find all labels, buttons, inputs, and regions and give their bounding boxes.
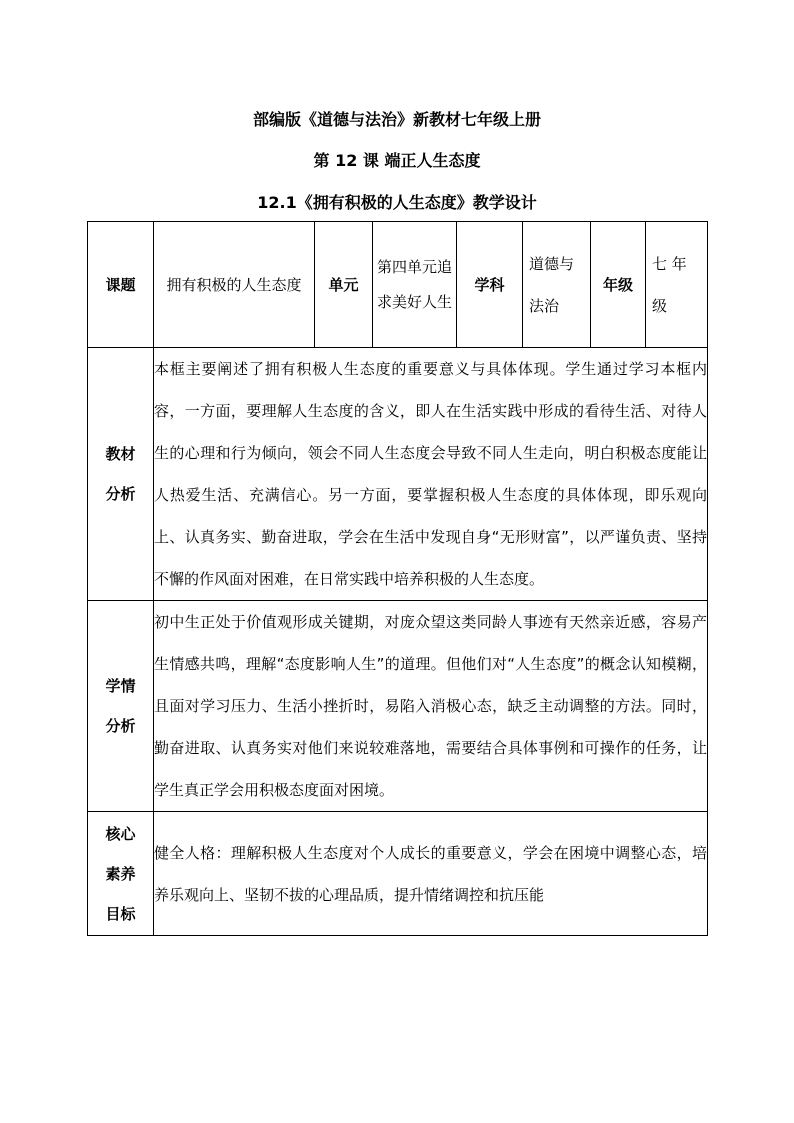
section-label-text: 核心素养目标 [105,824,136,923]
section-label [88,812,154,936]
topic-value-text: 拥有积极的人生态度 [166,275,302,294]
topic-label: 课题 [88,222,154,348]
unit-value [373,222,457,348]
section-body: 本框主要阐述了拥有积极人生态度的重要意义与具体体现。学生通过学习本框内容，一方面，要理解人生态度的含义，即人在生活实践中形成的看待生活、对待人生的心理和行为倾向，领会不同人生态度会导致不同人生走向，明白积极态度能让人热爱生活、充满信心。另一方面，要掌握积极人生态度的具体体现，即乐观向上、认真务实、勤奋进取，学会在生活中发现自身“无形财富”，以严谨负责、坚持不懈的作风面对困难，在日常实践中培养积极的人生态度。 [154,348,708,601]
doc-title-series: 部编版《道德与法治》新教材七年级上册 [252,110,541,129]
doc-title-lesson: 第 12 课 端正人生态度 [313,151,481,170]
section-body: 健全人格：理解积极人生态度对个人成长的重要意义，学会在困境中调整心态，培养乐观向上、坚韧不拔的心理品质，提升情绪调控和抗压能 [154,812,708,936]
unit-label: 单元 [315,222,373,348]
grade-label: 年级 [591,222,646,348]
subject-label: 学科 [457,222,523,348]
doc-title-design: 12.1《拥有积极的人生态度》教学设计 [257,193,537,212]
table-row-core-literacy [88,812,708,936]
section-body: 初中生正处于价值观形成关键期，对庞众望这类同龄人事迹有天然亲近感，容易产生情感共鸣，理解“态度影响人生”的道理。但他们对“人生态度”的概念认知模糊，且面对学习压力、生活小挫折时，易陷入消极心态，缺乏主动调整的方法。同时，勤奋进取、认真务实对他们来说较难落地，需要结合具体事例和可操作的任务，让学生真正学会用积极态度面对困境。 [154,601,708,812]
unit-value-text: 第四单元追求美好人生 [377,257,453,311]
topic-value [154,222,315,348]
subject-value [523,222,591,348]
table-row-textbook-analysis [88,348,708,601]
section-label [88,601,154,812]
section-label-text: 学情分析 [105,677,136,735]
section-label-text: 教材分析 [105,445,136,503]
grade-value-text: 七 年 级 [652,254,687,315]
grade-value [646,222,708,348]
table-row-learner-analysis [88,601,708,812]
table-row-header [88,222,708,348]
lesson-plan-table [87,221,708,936]
section-label [88,348,154,601]
subject-value-text: 道德与法治 [529,254,575,315]
